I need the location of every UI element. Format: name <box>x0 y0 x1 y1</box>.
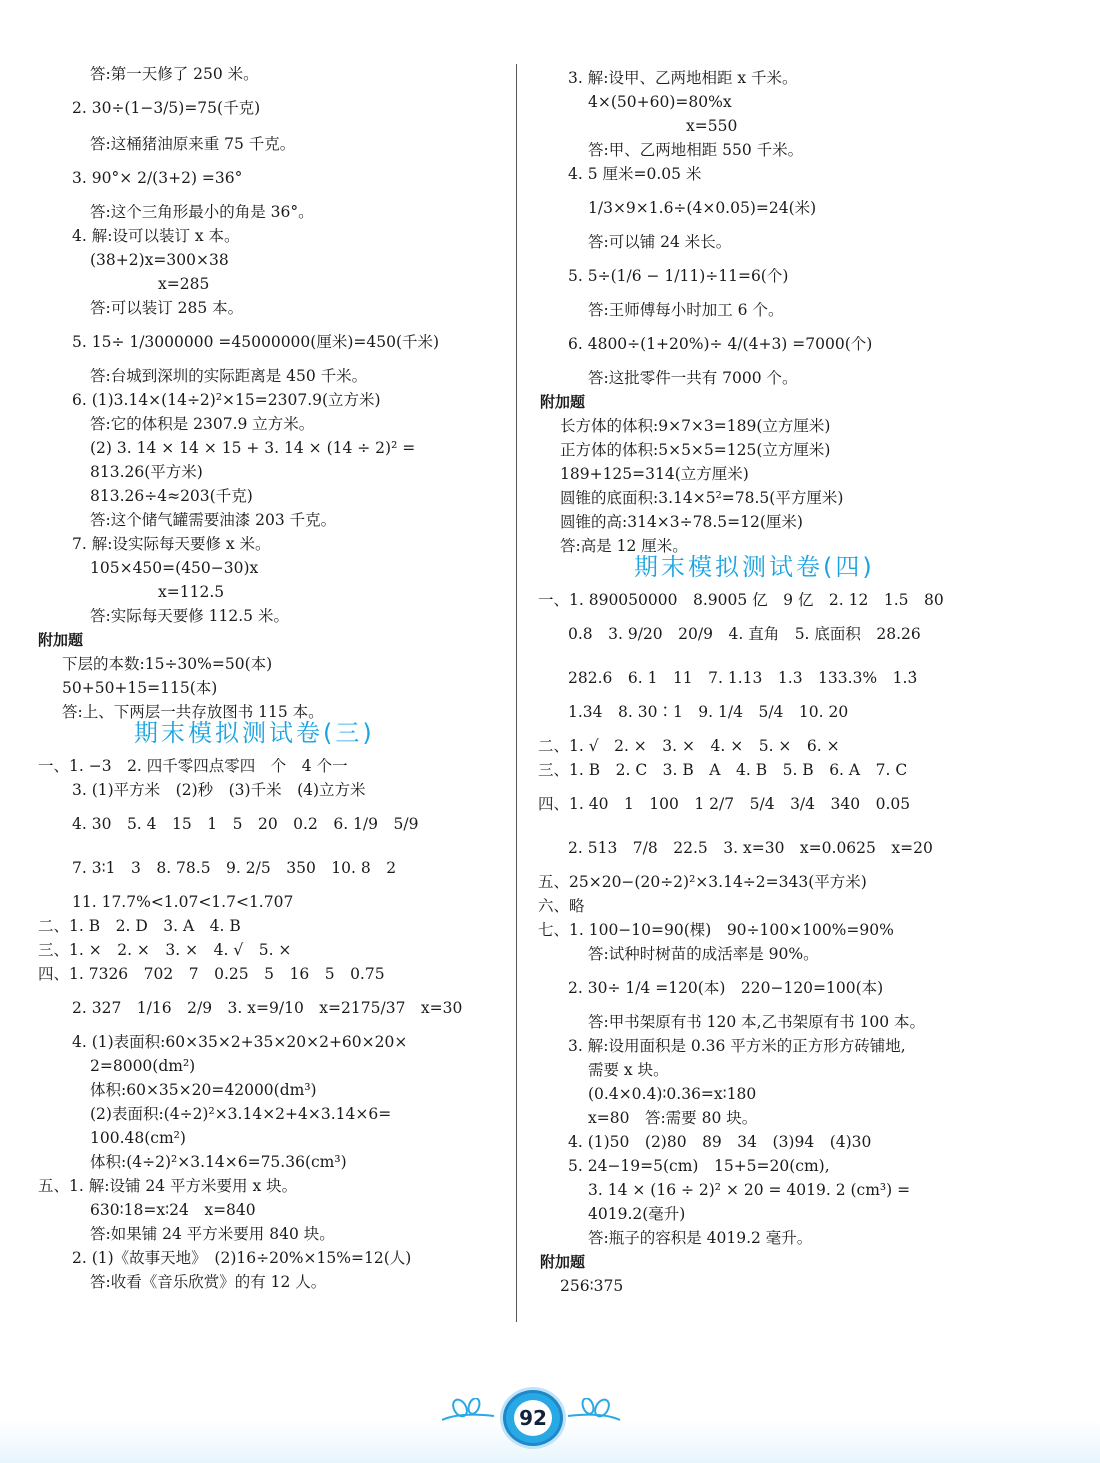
answer-line: 1.34 8. 30∶1 9. 1/4 5/4 10. 20 <box>568 703 849 721</box>
answer-line: 答:瓶子的容积是 4019.2 毫升。 <box>588 1229 813 1247</box>
section-heading: 附加题 <box>540 1253 586 1271</box>
answer-line: 答:这个三角形最小的角是 36°。 <box>90 203 314 221</box>
answer-line: 189+125=314(立方厘米) <box>560 465 749 483</box>
section-title: 期末模拟测试卷(三) <box>134 719 375 747</box>
answer-line: 11. 17.7%<1.07<1.7<1.707 <box>72 893 294 911</box>
answer-line: 105×450=(450−30)x <box>90 559 259 577</box>
answer-line: x=550 <box>686 117 738 135</box>
answer-line: 答:试种时树苗的成活率是 90%。 <box>588 945 819 963</box>
answer-line: 813.26÷4≈203(千克) <box>90 487 253 505</box>
answer-line: 2. 327 1/16 2/9 3. x=9/10 x=2175/37 x=30 <box>72 999 463 1017</box>
answer-line: 答:可以装订 285 本。 <box>90 299 244 317</box>
answer-line: 100.48(cm²) <box>90 1129 186 1147</box>
section-heading: 附加题 <box>38 631 84 649</box>
answer-line: 正方体的体积:5×5×5=125(立方厘米) <box>560 441 831 459</box>
answer-line: 6. 4800÷(1+20%)÷ 4/(4+3) =7000(个) <box>568 335 873 353</box>
answer-line: 4019.2(毫升) <box>588 1205 686 1223</box>
answer-line: 5. 15÷ 1/3000000 =45000000(厘米)=450(千米) <box>72 333 440 351</box>
page-number: 92 <box>514 1400 552 1436</box>
answer-line: 813.26(平方米) <box>90 463 203 481</box>
answer-line: 二、1. B 2. D 3. A 4. B <box>38 917 241 935</box>
answer-line: 答:王师傅每小时加工 6 个。 <box>588 301 784 319</box>
answer-line: 五、25×20−(20÷2)²×3.14÷2=343(平方米) <box>538 873 867 891</box>
answer-line: 答:这桶猪油原来重 75 千克。 <box>90 135 296 153</box>
answer-line: x=112.5 <box>158 583 225 601</box>
answer-line: 282.6 6. 1 11 7. 1.13 1.3 133.3% 1.3̇ <box>568 669 918 687</box>
answer-line: (38+2)x=300×38 <box>90 251 229 269</box>
answer-line: x=285 <box>158 275 210 293</box>
answer-line: 6. (1)3.14×(14÷2)²×15=2307.9(立方米) <box>72 391 381 409</box>
answer-line: 2. 513 7/8 22.5 3. x=30 x=0.0625 x=20 <box>568 839 933 857</box>
answer-line: 四、1. 40 1 100 1 2/7 5/4 3/4 340 0.05 <box>538 795 911 813</box>
answer-line: 长方体的体积:9×7×3=189(立方厘米) <box>560 417 831 435</box>
answer-line: 7. 解:设实际每天要修 x 米。 <box>72 535 271 553</box>
answer-line: 答:这个储气罐需要油漆 203 千克。 <box>90 511 337 529</box>
answer-line: 2. (1)《故事天地》 (2)16÷20%×15%=12(人) <box>72 1249 412 1267</box>
answer-line: 4. 30 5. 4 15 1 5 20 0.2 6. 1/9 5/9 <box>72 815 419 833</box>
section-heading: 附加题 <box>540 393 586 411</box>
page-number-badge <box>503 1390 563 1446</box>
answer-line: 答:收看《音乐欣赏》的有 12 人。 <box>90 1273 327 1291</box>
answer-line: 630∶18=x∶24 x=840 <box>90 1201 256 1219</box>
answer-line: 2=8000(dm²) <box>90 1057 196 1075</box>
answer-line: 2. 30÷(1−3/5)=75(千克) <box>72 99 261 117</box>
answer-line: 一、1. −3 2. 四千零四点零四 个 4 个一 <box>38 757 348 775</box>
answer-line: 50+50+15=115(本) <box>62 679 218 697</box>
answer-line: 0.8 3. 9/20 20/9 4. 直角 5. 底面积 28.26 <box>568 625 921 643</box>
answer-line: 7. 3∶1 3 8. 78.5 9. 2/5 350 10. 8 2 <box>72 859 397 877</box>
answer-line: 需要 x 块。 <box>588 1061 669 1079</box>
answer-line: 六、略 <box>538 897 585 915</box>
answer-line: 4×(50+60)=80%x <box>588 93 732 111</box>
answer-line: 3. 解:设用面积是 0.36 平方米的正方形方砖铺地, <box>568 1037 906 1055</box>
answer-line: 答:可以铺 24 米长。 <box>588 233 732 251</box>
answer-line: 七、1. 100−10=90(棵) 90÷100×100%=90% <box>538 921 894 939</box>
answer-line: 4. (1)50 (2)80 89 34 (3)94 (4)30 <box>568 1133 872 1151</box>
answer-line: 五、1. 解:设铺 24 平方米要用 x 块。 <box>38 1177 298 1195</box>
answer-line: (2) 3. 14 × 14 × 15 + 3. 14 × (14 ÷ 2)² = <box>90 439 416 457</box>
answer-line: 答:如果铺 24 平方米要用 840 块。 <box>90 1225 335 1243</box>
answer-line: 答:这批零件一共有 7000 个。 <box>588 369 798 387</box>
answer-line: 答:甲书架原有书 120 本,乙书架原有书 100 本。 <box>588 1013 926 1031</box>
page-footer <box>0 1380 1100 1463</box>
answer-line: 三、1. B 2. C 3. B A 4. B 5. B 6. A 7. C <box>538 761 908 779</box>
answer-line: 4. 解:设可以装订 x 本。 <box>72 227 240 245</box>
answer-line: 体积:(4÷2)²×3.14×6=75.36(cm³) <box>90 1153 347 1171</box>
answer-line: 圆锥的底面积:3.14×5²=78.5(平方厘米) <box>560 489 844 507</box>
left-sprig-icon <box>440 1398 496 1428</box>
right-sprig-icon <box>566 1398 622 1428</box>
answer-line: 一、1. 890050000 8.9005 亿 9 亿 2. 12 1.5 80 <box>538 591 944 609</box>
answer-line: 答:甲、乙两地相距 550 千米。 <box>588 141 804 159</box>
answer-line: 3. (1)平方米 (2)秒 (3)千米 (4)立方米 <box>72 781 366 799</box>
column-divider <box>516 64 517 1322</box>
answer-line: x=80 答:需要 80 块。 <box>588 1109 758 1127</box>
answer-line: (0.4×0.4)∶0.36=x∶180 <box>588 1085 757 1103</box>
section-title: 期末模拟测试卷(四) <box>634 553 875 581</box>
answer-line: 答:实际每天要修 112.5 米。 <box>90 607 289 625</box>
answer-line: 体积:60×35×20=42000(dm³) <box>90 1081 317 1099</box>
answer-line: 3. 90°× 2/(3+2) =36° <box>72 169 243 187</box>
answer-line: 2. 30÷ 1/4 =120(本) 220−120=100(本) <box>568 979 884 997</box>
answer-line: 5. 5÷(1/6 − 1/11)÷11=6(个) <box>568 267 789 285</box>
answer-line: 答:高是 12 厘米。 <box>560 537 688 555</box>
answer-line: 3. 14 × (16 ÷ 2)² × 20 = 4019. 2 (cm³) = <box>588 1181 911 1199</box>
answer-line: 下层的本数:15÷30%=50(本) <box>62 655 273 673</box>
answer-line: 答:它的体积是 2307.9 立方米。 <box>90 415 315 433</box>
answer-line: 答:第一天修了 250 米。 <box>90 65 259 83</box>
answer-line: 四、1. 7326 702 7 0.25 5 16 5 0.75 <box>38 965 385 983</box>
answer-line: 256∶375 <box>560 1277 624 1295</box>
answer-line: 答:上、下两层一共存放图书 115 本。 <box>62 703 324 721</box>
answer-line: 1/3×9×1.6÷(4×0.05)=24(米) <box>588 199 817 217</box>
answer-line: 3. 解:设甲、乙两地相距 x 千米。 <box>568 69 798 87</box>
answer-line: 4. (1)表面积:60×35×2+35×20×2+60×20× <box>72 1033 408 1051</box>
answer-line: 答:台城到深圳的实际距离是 450 千米。 <box>90 367 368 385</box>
answer-line: (2)表面积:(4÷2)²×3.14×2+4×3.14×6= <box>90 1105 392 1123</box>
answer-line: 圆锥的高:314×3÷78.5=12(厘米) <box>560 513 803 531</box>
answer-line: 4. 5 厘米=0.05 米 <box>568 165 702 183</box>
answer-line: 5. 24−19=5(cm) 15+5=20(cm), <box>568 1157 830 1175</box>
answer-line: 三、1. × 2. × 3. × 4. √ 5. × <box>38 941 292 959</box>
answer-line: 二、1. √ 2. × 3. × 4. × 5. × 6. × <box>538 737 840 755</box>
